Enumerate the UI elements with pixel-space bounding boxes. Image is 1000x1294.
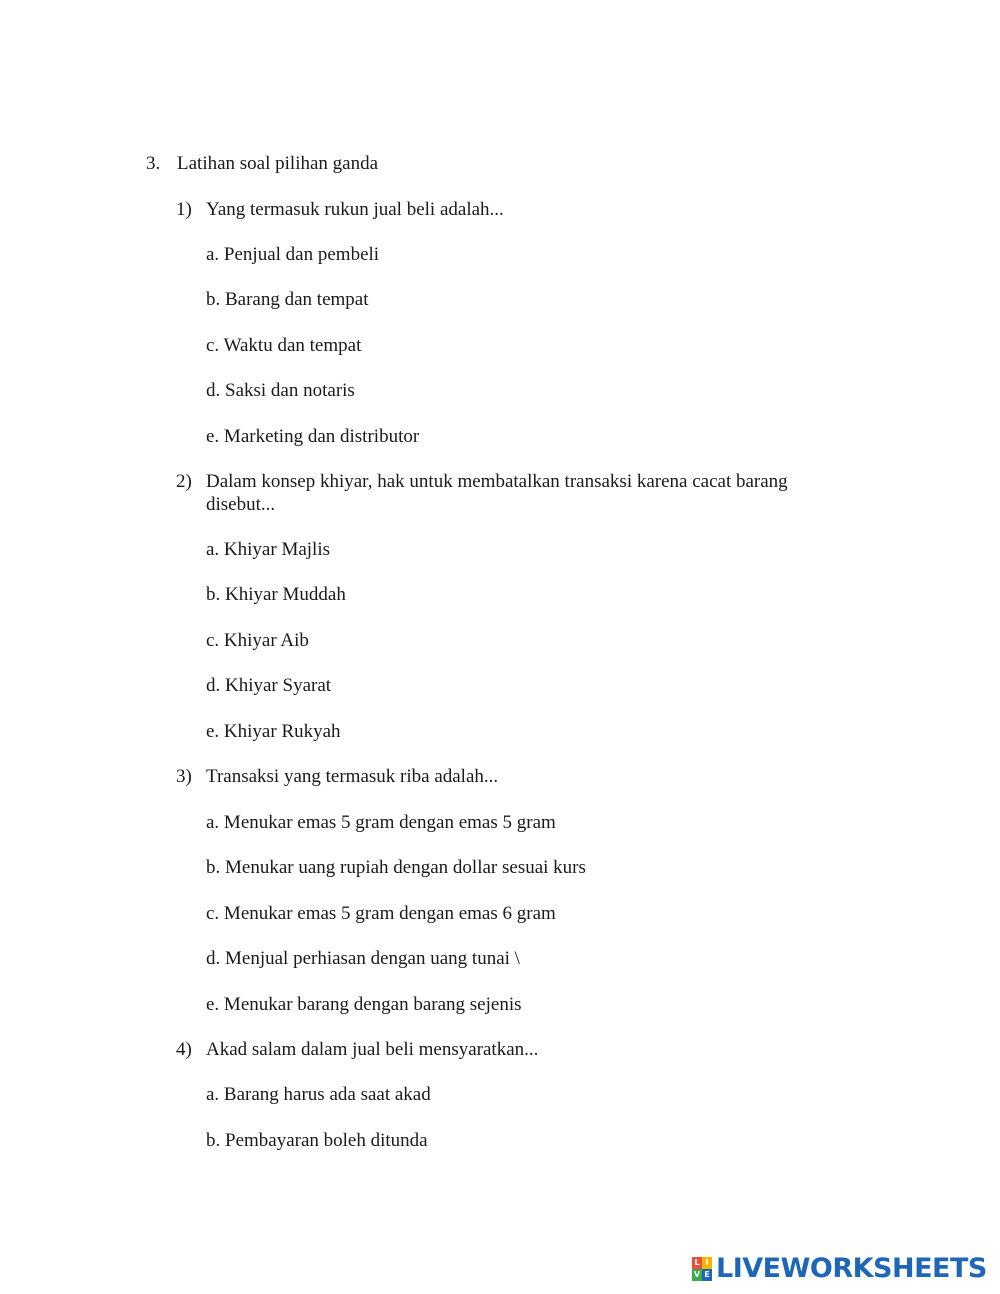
answer-option[interactable]: c. Khiyar Aib xyxy=(206,630,309,651)
liveworksheets-logo xyxy=(692,1255,987,1283)
section-heading xyxy=(146,152,160,175)
answer-option[interactable]: b. Menukar uang rupiah dengan dollar sesuai kurs xyxy=(206,857,586,878)
question-number: 4) xyxy=(176,1039,192,1060)
logo-mark-icon xyxy=(692,1257,712,1281)
answer-option[interactable]: a. Penjual dan pembeli xyxy=(206,244,380,265)
question-text: Transaksi yang termasuk riba adalah... xyxy=(206,766,499,787)
section-number: 3. xyxy=(146,153,161,174)
logo-mark-cell: E xyxy=(702,1269,712,1281)
logo-mark-cell: V xyxy=(693,1270,701,1279)
question-number: 2) xyxy=(176,471,192,492)
section-title: Latihan soal pilihan ganda xyxy=(177,153,379,174)
answer-option[interactable]: b. Barang dan tempat xyxy=(206,289,369,310)
question-number: 3) xyxy=(176,766,192,787)
answer-option[interactable]: d. Menjual perhiasan dengan uang tunai \ xyxy=(206,948,520,969)
answer-option[interactable]: b. Khiyar Muddah xyxy=(206,584,346,605)
answer-option[interactable]: a. Menukar emas 5 gram dengan emas 5 gram xyxy=(206,812,556,833)
question-text: Akad salam dalam jual beli mensyaratkan... xyxy=(206,1039,539,1060)
answer-option[interactable]: a. Barang harus ada saat akad xyxy=(206,1084,431,1105)
answer-option[interactable]: e. Khiyar Rukyah xyxy=(206,721,341,742)
answer-option[interactable]: b. Pembayaran boleh ditunda xyxy=(206,1130,428,1151)
answer-option[interactable]: c. Menukar emas 5 gram dengan emas 6 gram xyxy=(206,903,556,924)
question-text-line: Dalam konsep khiyar, hak untuk membatalkan transaksi karena cacat barang xyxy=(206,471,788,492)
question-text-line: disebut... xyxy=(206,494,276,515)
answer-option[interactable]: a. Khiyar Majlis xyxy=(206,539,331,560)
logo-mark-cell: L xyxy=(692,1257,702,1269)
answer-option[interactable]: d. Khiyar Syarat xyxy=(206,675,332,696)
logo-mark-cell: I xyxy=(702,1257,712,1269)
question-text: Yang termasuk rukun jual beli adalah... xyxy=(206,199,504,220)
answer-option[interactable]: e. Menukar barang dengan barang sejenis xyxy=(206,994,522,1015)
logo-text: LIVEWORKSHEETS xyxy=(716,1253,987,1284)
question-number: 1) xyxy=(176,199,192,220)
answer-option[interactable]: d. Saksi dan notaris xyxy=(206,380,355,401)
answer-option[interactable]: c. Waktu dan tempat xyxy=(206,335,362,356)
answer-option[interactable]: e. Marketing dan distributor xyxy=(206,426,420,447)
